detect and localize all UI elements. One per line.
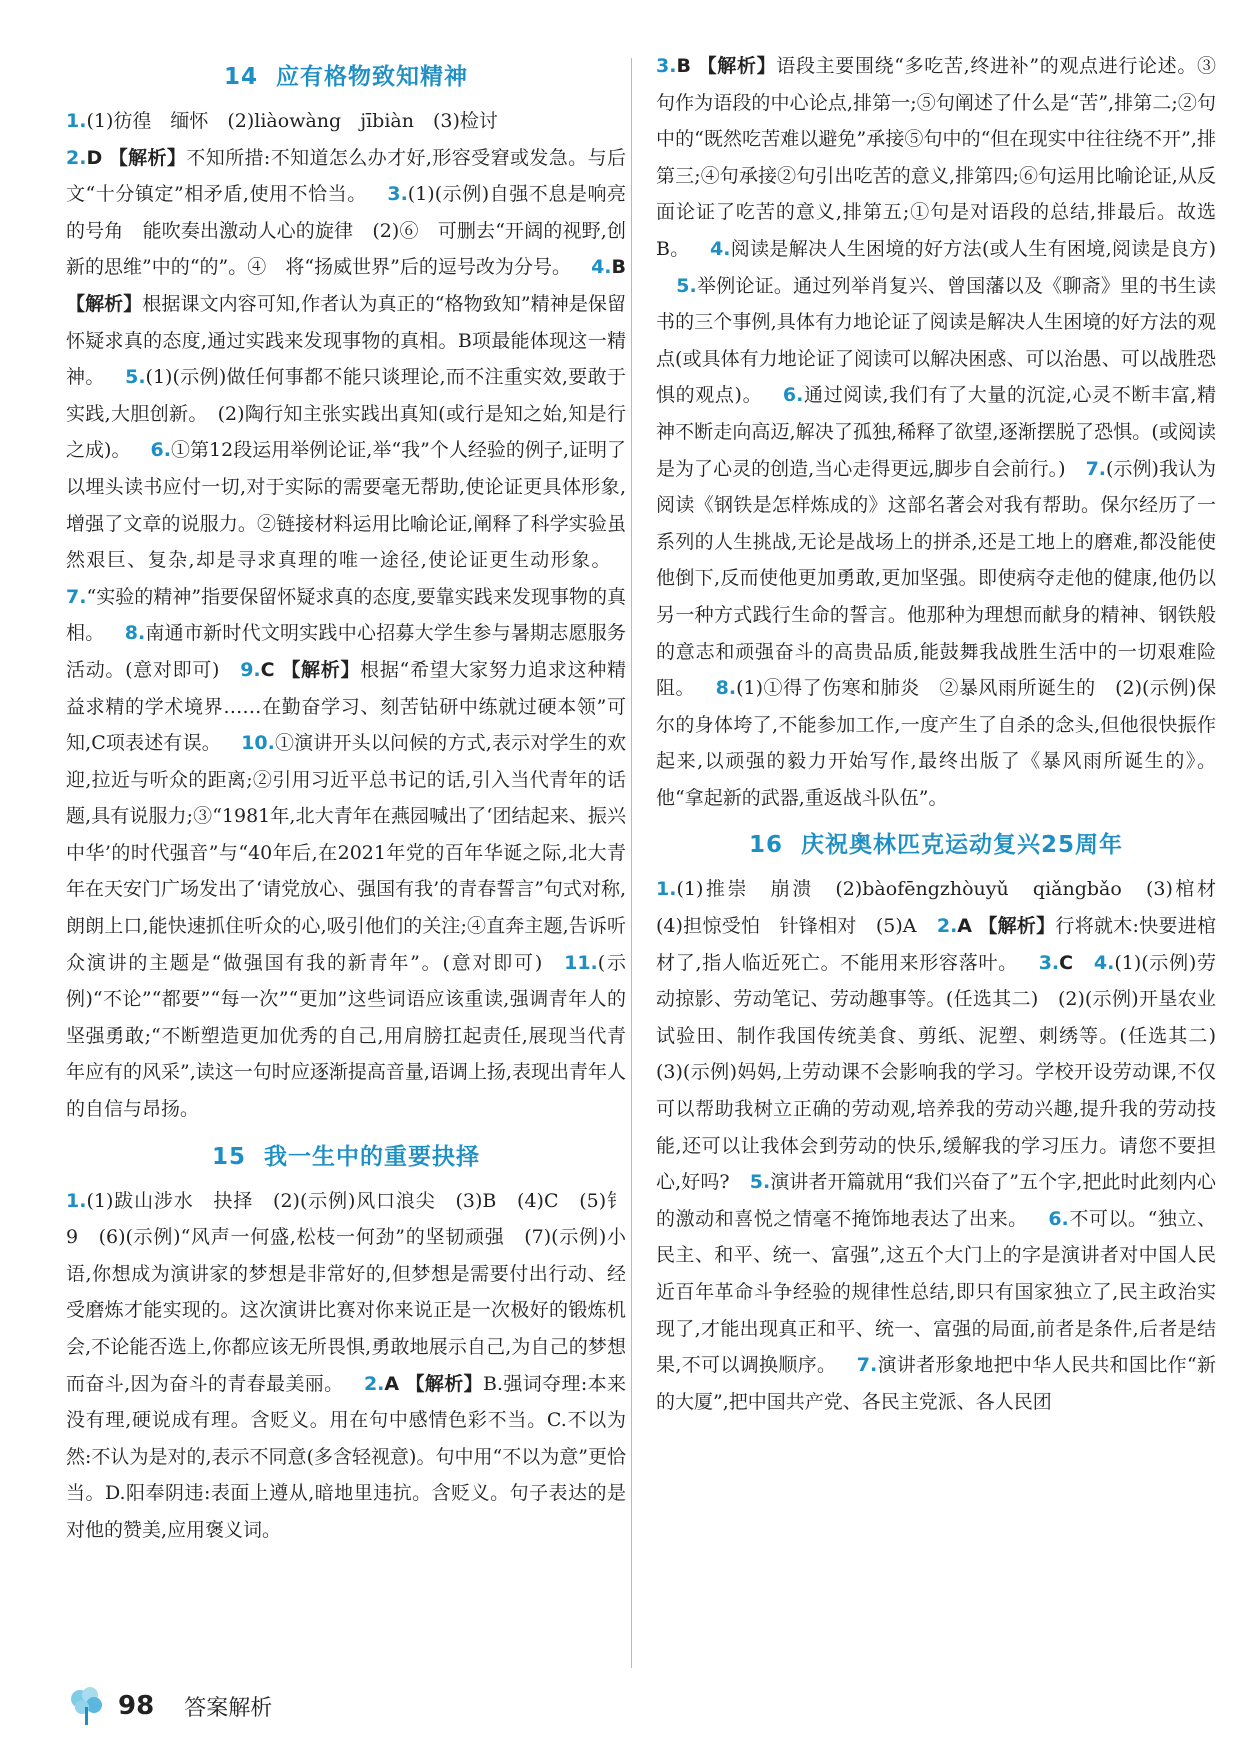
column-divider	[631, 58, 632, 1668]
tree-icon	[66, 1685, 108, 1727]
section-title-text: 庆祝奥林匹克运动复兴25周年	[801, 832, 1124, 859]
section-number: 14	[223, 64, 258, 90]
section-15-body-right	[656, 48, 1216, 816]
section-16-body	[656, 871, 1236, 1420]
section-14-title	[66, 58, 626, 91]
answer-item: 8.南通市新时代文明实践中心招募大学生参与暑期志愿服务活动。(意对即可)	[66, 622, 626, 681]
section-15-body-left	[66, 1183, 646, 1549]
answer-item: 8.(1)①得了伤寒和肺炎 ②暴风雨所诞生的 (2)(示例)保尔的身体垮了,不能参加工作,一度产生了自杀的念头,但他很快振作起来,以顽强的毅力开始写作,最终出版了《暴风雨所诞生的》。他“拿起新的武器,重返战斗队伍”。	[656, 677, 1216, 809]
answer-item: 5.举例论证。通过列举肖复兴、曾国藩以及《聊斋》里的书生读书的三个事例,具体有力地论证了阅读是解决人生困境的好方法的观点(或具体有力地论证了阅读可以解决困惑、可以治愚、可以战胜恐惧的观点)。	[656, 274, 1216, 407]
answer-item: 11.(示例)“不论”“都要”“每一次”“更加”这些词语应该重读,强调青年人的坚强勇敢;“不断塑造更加优秀的自己,用肩膀扛起责任,展现当代青年应有的风采”,读这一句时应逐渐提高音量,语调上扬,表现出青年人的自信与昂扬。	[66, 951, 626, 1121]
answer-item: 6.①第12段运用举例论证,举“我”个人经验的例子,证明了以埋头读书应付一切,对于实际的需要毫无帮助,使论证更具体形象,增强了文章的说服力。②链接材料运用比喻论证,阐释了科学实验虽然艰巨、复杂,却是寻求真理的唯一途径,使论证更生动形象。	[66, 439, 626, 572]
section-number: 16	[748, 832, 783, 859]
page-footer	[66, 1684, 272, 1728]
answer-item: 9.C 【解析】根据“希望大家努力追求这种精益求精的学术境界……在勤奋学习、刻苦钻研中练就过硬本领”可知,C项表述有误。	[66, 658, 626, 755]
section-15-title	[66, 1138, 626, 1171]
answer-item: 1.(1)推崇 崩溃 (2)bàofēngzhòuyǔ qiǎngbǎo (3)棺材 (4)担惊受怕 针锋相对 (5)A	[656, 878, 1236, 938]
answer-item: 4.(1)(示例)劳动掠影、劳动笔记、劳动趣事等。(任选其二) (2)(示例)开垦农业试验田、制作我国传统美食、剪纸、泥塑、刺绣等。(任选其二) (3)(示例)妈妈,上劳动课不会影响我的学习。学校开设劳动课,不仅可以帮助我树立正确的劳动观,培养我的劳动兴趣,提升我的劳动技能,还可以让我体会到劳动的快乐,缓解我的学习压力。请您不要担心,好吗?	[656, 951, 1236, 1194]
answer-item: 2.A 【解析】B.强词夺理:本来没有理,硬说成有理。含贬义。用在句中感情色彩不当。C.不以为然:不认为是对的,表示不同意(多含轻视意)。句中用“不以为意”更恰当。D.阳奉阴违:表面上遵从,暗地里违抗。含贬义。句子表达的是对他的赞美,应用褒义词。	[66, 1372, 626, 1541]
answer-item: 7.演讲者形象地把中华人民共和国比作“新的大厦”,把中国共产党、各民主党派、各人民团	[656, 1354, 1217, 1413]
page-number: 98	[118, 1691, 155, 1721]
section-16-title	[656, 826, 1216, 859]
answer-item: 2.D 【解析】不知所措:不知道怎么办才好,形容受窘或发急。与后文“十分镇定”相矛盾,使用不恰当。	[66, 146, 626, 206]
answer-item: 5.演讲者开篇就用“我们兴奋了”五个字,把此时此刻内心的激动和喜悦之情毫不掩饰地表达了出来。	[656, 1171, 1217, 1230]
left-column	[66, 48, 646, 1549]
section-number: 15	[211, 1143, 246, 1170]
answer-item: 2.A 【解析】行将就木:快要进棺材了,指人临近死亡。不能用来形容落叶。	[656, 915, 1216, 974]
answer-item: 6.通过阅读,我们有了大量的沉淀,心灵不断丰富,精神不断走向高迈,解决了孤独,稀释了欲望,逐渐摆脱了恐惧。(或阅读是为了心灵的创造,当心走得更远,脚步自会前行。)	[656, 384, 1216, 480]
section-14-body	[66, 103, 626, 1128]
answer-item: 6.不可以。“独立、民主、和平、统一、富强”,这五个大门上的字是演讲者对中国人民近百年革命斗争经验的规律性总结,即只有国家独立了,民主政治实现了,才能出现真正和平、统一、富强的局面,前者是条件,后者是结果,不可以调换顺序。	[656, 1207, 1216, 1377]
section-title-text: 我一生中的重要抉择	[264, 1143, 480, 1170]
answer-item: 3.(1)(示例)自强不息是响亮的号角 能吹奏出激动人心的旋律 (2)⑥ 可删去“开阔的视野,创新的思维”中的“的”。④ 将“扬威世界”后的逗号改为分号。	[66, 183, 626, 279]
answer-item: 3.C	[1038, 951, 1074, 974]
answer-item: 4.阅读是解决人生困境的好方法(或人生有困境,阅读是良方)	[709, 237, 1216, 260]
footer-label: 答案解析	[184, 1695, 273, 1721]
answer-item: 7.(示例)我认为阅读《钢铁是怎样炼成的》这部名著会对我有帮助。保尔经历了一系列的人生挑战,无论是战场上的拼杀,还是工地上的磨难,都没能使他倒下,反而使他更加勇敢,更加坚强。即使病夺走他的健康,他仍以另一种方式践行生命的誓言。他那种为理想而献身的精神、钢铁般的意志和顽强奋斗的高贵品质,能鼓舞我战胜生活中的一切艰难险阻。	[656, 457, 1216, 700]
answer-item: 10.①演讲开头以问候的方式,表示对学生的欢迎,拉近与听众的距离;②引用习近平总书记的话,引入当代青年的话题,具有说服力;③“1981年,北大青年在燕园喊出了‘团结起来、振兴中华’的时代强音”与“40年后,在2021年党的百年华诞之际,北大青年在天安门广场发出了‘请党放心、强国有我’的青春誓言”句式对称,朗朗上口,能快速抓住听众的心,吸引他们的关注;④直奔主题,告诉听众演讲的主题是“做强国有我的新青年”。(意对即可)	[66, 732, 627, 974]
answer-item: 3.B 【解析】语段主要围绕“多吃苦,终进补”的观点进行论述。③句作为语段的中心论点,排第一;⑤句阐述了什么是“苦”,排第二;②句中的“既然吃苦难以避免”承接⑤句中的“但在现实中往往绕不开”,排第三;④句承接②句引出吃苦的意义,排第四;⑥句运用比喻论证,从反面论证了吃苦的意义,排第五;①句是对语段的总结,排最后。故选B。	[656, 55, 1216, 260]
answer-item: 1.(1)彷徨 缅怀 (2)liàowàng jībiàn (3)检讨	[66, 110, 498, 132]
section-title-text: 应有格物致知精神	[276, 64, 468, 90]
answer-item: 7.“实验的精神”指要保留怀疑求真的态度,要靠实践来发现事物的真相。	[66, 585, 626, 645]
answer-item: 5.(1)(示例)做任何事都不能只谈理论,而不注重实效,要敢于实践,大胆创新。 (2)陶行知主张实践出真知(或行是知之始,知是行之成)。	[66, 366, 626, 462]
answer-item: 1.(1)跋山涉水 抉择 (2)(示例)风口浪尖 (3)B (4)C (5)钅 9 (6)(示例)“风声一何盛,松枝一何劲”的坚韧顽强 (7)(示例)小语,你想成为演讲家的梦想是非常好的,但梦想是需要付出行动、经受磨炼才能实现的。这次演讲比赛对你来说正是一次极好的锻炼机会,不论能否选上,你都应该无所畏惧,勇敢地展示自己,为自己的梦想而奋斗,因为奋斗的青春最美丽。	[66, 1189, 646, 1395]
right-column	[656, 48, 1236, 1420]
answer-item: 4.B 【解析】根据课文内容可知,作者认为真正的“格物致知”精神是保留怀疑求真的态度,通过实践来发现事物的真相。B项最能体现这一精神。	[66, 256, 626, 389]
